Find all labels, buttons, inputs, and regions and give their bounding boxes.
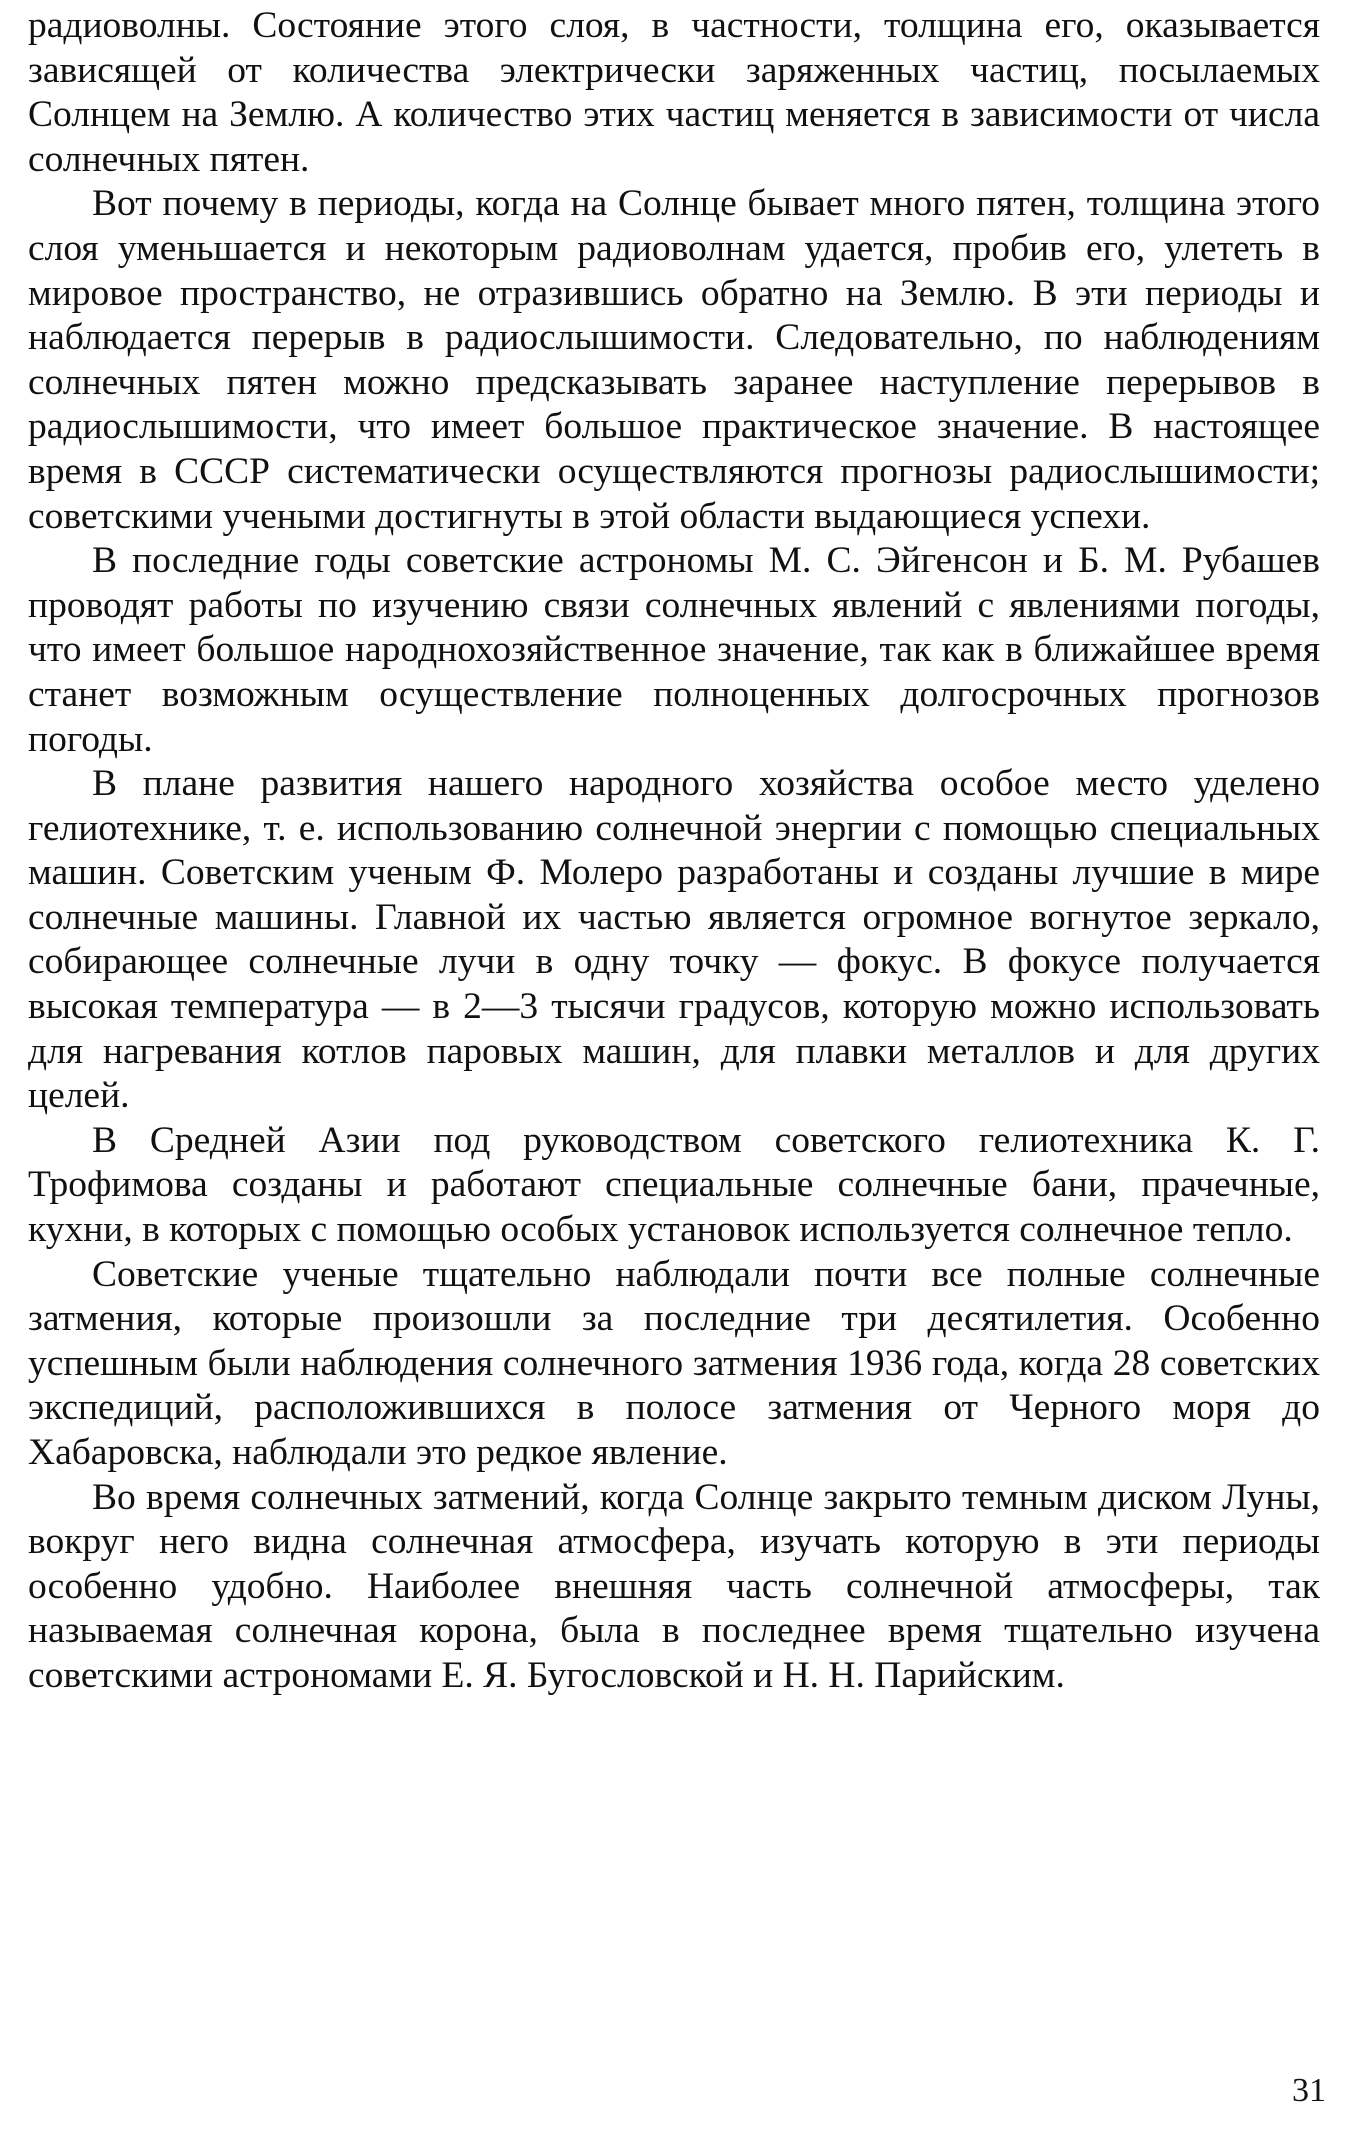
- document-page: [28, 4, 1320, 2124]
- page-number: 31: [1292, 2072, 1326, 2109]
- paragraph-radio-layer: радиоволны. Состояние этого слоя, в частности, толщина его, оказывается зависящей от количества электрически заряженных частиц, посылаемых Солнцем на Землю. А количество этих частиц меняется в зависимости от числа солнечных пятен.: [28, 5, 1320, 180]
- paragraph-solar-corona: Во время солнечных затмений, когда Солнце закрыто темным диском Луны, вокруг него видна солнечная атмосфера, изучать которую в эти периоды особенно удобно. Наиболее внешняя часть солнечной атмосферы, так называемая солнечная корона, была в последнее время тщательно изучена советскими астрономами Е. Я. Бугословской и Н. Н. Парийским.: [28, 1476, 1320, 1696]
- paragraph-weather-research: В последние годы советские астрономы М. С. Эйгенсон и Б. М. Рубашев проводят работы по изучению связи солнечных явлений с явлениями погоды, что имеет большое народнохозяйственное значение, так как в ближайшее время станет возможным осуществление полноценных долгосрочных прогнозов погоды.: [28, 540, 1320, 760]
- paragraph-heliotechnics: В плане развития нашего народного хозяйства особое место уделено гелиотехнике, т. е. использованию солнечной энергии с помощью специальных машин. Советским ученым Ф. Молеро разработаны и созданы лучшие в мире солнечные машины. Главной их частью является огромное вогнутое зеркало, собирающее солнечные лучи в одну точку — фокус. В фокусе получается высокая температура — в 2—3 тысячи градусов, которую можно использовать для нагревания котлов паровых машин, для плавки металлов и для других целей.: [28, 763, 1320, 1117]
- paragraph-central-asia: В Средней Азии под руководством советского гелиотехника К. Г. Трофимова созданы и работают специальные солнечные бани, прачечные, кухни, в которых с помощью особых установок используется солнечное тепло.: [28, 1119, 1320, 1251]
- paragraph-eclipses: Советские ученые тщательно наблюдали почти все полные солнечные затмения, которые произошли за последние три десятилетия. Особенно успешным были наблюдения солнечного затмения 1936 года, когда 28 советских экспедиций, расположившихся в полосе затмения от Черного моря до Хабаровска, наблюдали это редкое явление.: [28, 1253, 1320, 1473]
- paragraph-sunspots-radio: Вот почему в периоды, когда на Солнце бывает много пятен, толщина этого слоя уменьшается и некоторым радиоволнам удается, пробив его, улететь в мировое пространство, не отразившись обратно на Землю. В эти периоды и наблюдается перерыв в радиослышимости. Следовательно, по наблюдениям солнечных пятен можно предсказывать заранее наступление перерывов в радиослышимости, что имеет большое практическое значение. В настоящее время в СССР систематически осуществляются прогнозы радиослышимости; советскими учеными достигнуты в этой области выдающиеся успехи.: [28, 183, 1320, 537]
